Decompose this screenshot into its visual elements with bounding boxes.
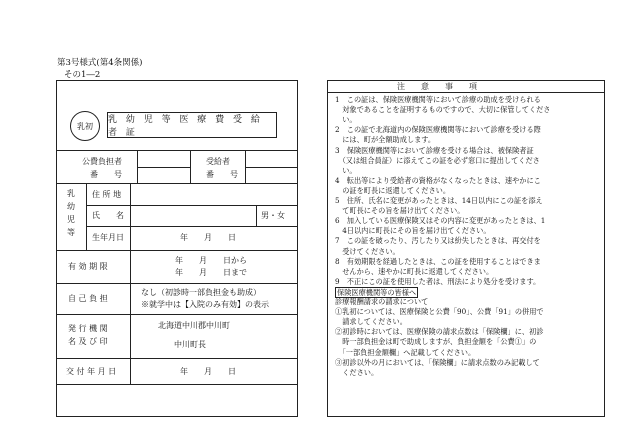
billing-note-line: 時一部負担金は町で助成しますが、負担金額を「公費①」の (335, 337, 537, 347)
birthdate-value: 年 月 日 (180, 233, 236, 242)
note-line: 4日以内に町長にその旨を届け出てください。 (335, 226, 491, 236)
note-line: 4 転出等により受給者の資格がなくなったときは、速やかにこ (335, 175, 541, 185)
name-label: 氏 名 (92, 211, 124, 220)
issuer-name: 北海道中川郡中川町 (158, 321, 230, 330)
note-line: 3 保険医療機関等において診療を受ける場合は、被保険者証 (335, 145, 534, 155)
billing-subheading: 診療報酬請求の請求について (335, 297, 429, 306)
note-line: 8 有効期限を経過したときは、この証を使用することはできま (335, 256, 541, 266)
form-sub-number: その1―2 (64, 70, 101, 80)
seal-mark: 乳初 (70, 111, 100, 141)
note-line: には、町が全額助成します。 (335, 135, 436, 145)
note-line: て町長にその旨を届け出てください。 (335, 206, 465, 216)
validity-label: 有 効 期 限 (68, 262, 108, 271)
recipient-number-label-2: 番 号 (206, 170, 238, 179)
form-number: 第3号様式(第4条関係) (57, 58, 143, 68)
note-line: 6 加入している医療保険又はその内容に変更があったときは、1 (335, 216, 546, 226)
billing-note-line: ください。 (335, 367, 379, 377)
note-line: 7 この証を破ったり、汚したり又は紛失したときは、再交付を (335, 236, 541, 246)
note-line: 対象であることを証明するものですので、大切に保管してくださ (335, 105, 551, 115)
recipient-number-label: 受給者 (206, 157, 230, 166)
validity-to: 年 月 日まで (175, 268, 247, 277)
note-line: い。 (335, 115, 357, 125)
billing-note-line: ①乳初については、医療保険と公費「90」、公費「91」の併用で (335, 307, 544, 317)
note-line: い。 (335, 165, 357, 175)
infant-label: 乳 幼 児 等 (67, 189, 75, 237)
copay-line-2: ※就学中は【入院のみ有効】の表示 (141, 300, 269, 309)
dealer-notice-heading: 保険医療機関等の皆様へ (337, 287, 417, 297)
notes-title: 注 意 事 項 (397, 82, 477, 91)
billing-note-line: ②初診時においては、医療保険の請求点数は「保険欄」に、初診 (335, 327, 544, 337)
billing-note-line: ③初診以外の月においては、「保険欄」に請求点数のみ記載して (335, 357, 540, 367)
issue-date-label: 交 付 年 月 日 (66, 367, 117, 376)
note-line: 5 住所、氏名に変更があったときは、14日以内にこの証を添え (335, 196, 543, 205)
sex-field: 男・女 (261, 211, 285, 220)
note-line: 受けてください。 (335, 246, 400, 256)
copay-line-1: なし（初診時一部負担金も助成） (141, 288, 261, 297)
note-line: せんから、速やかに町長に返還してください。 (335, 266, 494, 276)
issuer-label-2: 名 及 び 印 (68, 337, 108, 346)
payer-number-label: 公費負担者 (82, 157, 122, 166)
copay-label: 自 己 負 担 (68, 294, 108, 303)
payer-number-label-2: 番 号 (90, 170, 122, 179)
note-line: 2 この証で北海道内の保険医療機関等において診療を受ける際 (335, 125, 541, 135)
issuer-mayor: 中川町長 (174, 340, 206, 349)
billing-note-line: 請求してください。 (335, 317, 407, 327)
address-label: 住 所 地 (92, 190, 122, 199)
note-line: （又は組合員証）に添えてこの証を必ず窓口に提出してくださ (335, 155, 540, 165)
validity-from: 年 月 日から (175, 256, 247, 265)
certificate-title: 乳 幼 児 等 医 療 費 受 給 者 証 (107, 112, 277, 138)
note-line: の証を町長に返還してください。 (335, 185, 451, 195)
issue-date-value: 年 月 日 (180, 367, 236, 376)
billing-note-line: 「一部負担金額欄」へ記載してください。 (335, 347, 476, 357)
note-line: 9 不正にこの証を使用した者は、刑法により処分を受けます。 (335, 276, 541, 286)
note-line: 1 この証は、保険医療機関等において診療の助成を受けられる (335, 95, 541, 104)
issuer-label: 発 行 機 関 (68, 324, 108, 333)
birthdate-label: 生年月日 (92, 233, 124, 242)
